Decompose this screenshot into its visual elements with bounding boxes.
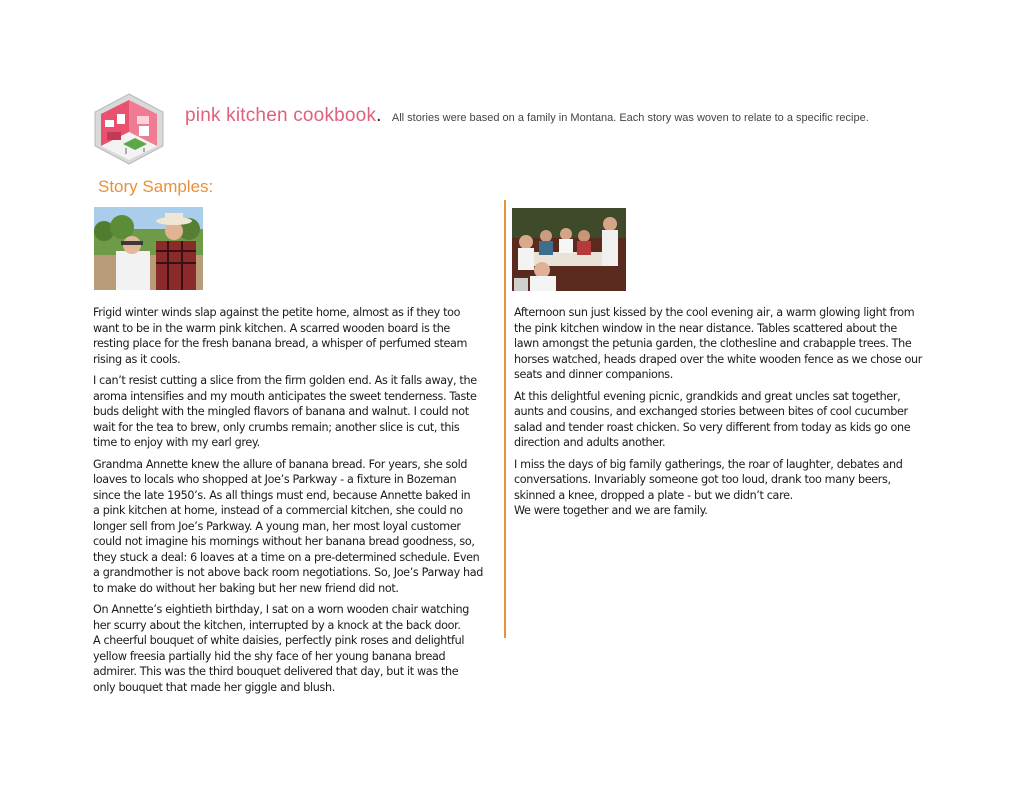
left-story	[93, 305, 503, 701]
left-story-paragraph: I can’t resist cutting a slice from the firm golden end. As it falls away, the aroma intensifies and my mouth anticipates the sweet tenderness. Taste buds delight with the mingled flavors of banana and walnut. I could not wait for the tea to brew, only crumbs remain; another slice is cut, this time to enjoy with my earl grey.	[93, 374, 477, 449]
right-story-paragraph: Afternoon sun just kissed by the cool evening air, a warm glowing light from the pink kitchen window in the near distance. Tables scattered about the lawn amongst the petunia garden, the clothesline and crabapple trees. The horses watched, heads draped over the white wooden fence as we chose our seats and dinner companions.	[514, 306, 922, 381]
story-photo-outdoor-men	[94, 207, 203, 290]
pink-kitchen-logo-icon	[93, 92, 166, 165]
right-story	[514, 305, 944, 525]
section-title: Story Samples:	[98, 177, 214, 196]
right-story-paragraph: I miss the days of big family gatherings, the roar of laughter, debates and conversations. Invariably someone got too loud, drank too many beers, skinned a knee, dropped a plate - but we didn’t care. We were together and we are family.	[514, 457, 903, 517]
left-story-paragraph: Frigid winter winds slap against the petite home, almost as if they too want to be in the warm pink kitchen. A scarred wooden board is the resting place for the fresh banana bread, a whisper of perfumed steam rising as it cools.	[93, 306, 468, 366]
left-story-paragraph: Grandma Annette knew the allure of banana bread. For years, she sold loaves to locals who shopped at Joe’s Parkway - a fixture in Bozeman since the late 1950’s. As all things must end, because Annette baked in a pink kitchen at home, instead of a commercial kitchen, she could no longer sell from Joe’s Parkway. A young man, her most loyal customer could not imagine his mornings without her banana bread goodness, so, they stuck a deal: 6 loaves at a time on a pre-determined schedule. Even a grandmother is not above back room negotiations. So, Joe’s Parway had to make do without her baking but her new friend did not.	[93, 457, 484, 595]
story-photo-family-picnic	[512, 208, 626, 291]
tagline: All stories were based on a family in Montana. Each story was woven to relate to a specific recipe.	[391, 112, 869, 124]
header-title-line	[185, 105, 1005, 127]
left-story-paragraph: On Annette’s eightieth birthday, I sat on a worn wooden chair watching her scurry about the kitchen, interrupted by a knock at the back door. A cheerful bouquet of white daisies, perfectly pink roses and delightful yellow freesia partially hid the shy face of her young banana bread admirer. This was the third bouquet delivered that day, but it was the only bouquet that made her giggle and blush.	[93, 603, 470, 694]
brand-dot: .	[376, 105, 382, 126]
right-story-paragraph: At this delightful evening picnic, grandkids and great uncles sat together, aunts and cousins, and exchanged stories between bites of cool cucumber salad and tender roast chicken. So very different from today as kids go one direction and adults another.	[514, 389, 911, 449]
brand-title: pink kitchen cookbook	[185, 105, 377, 126]
column-divider	[504, 200, 506, 638]
